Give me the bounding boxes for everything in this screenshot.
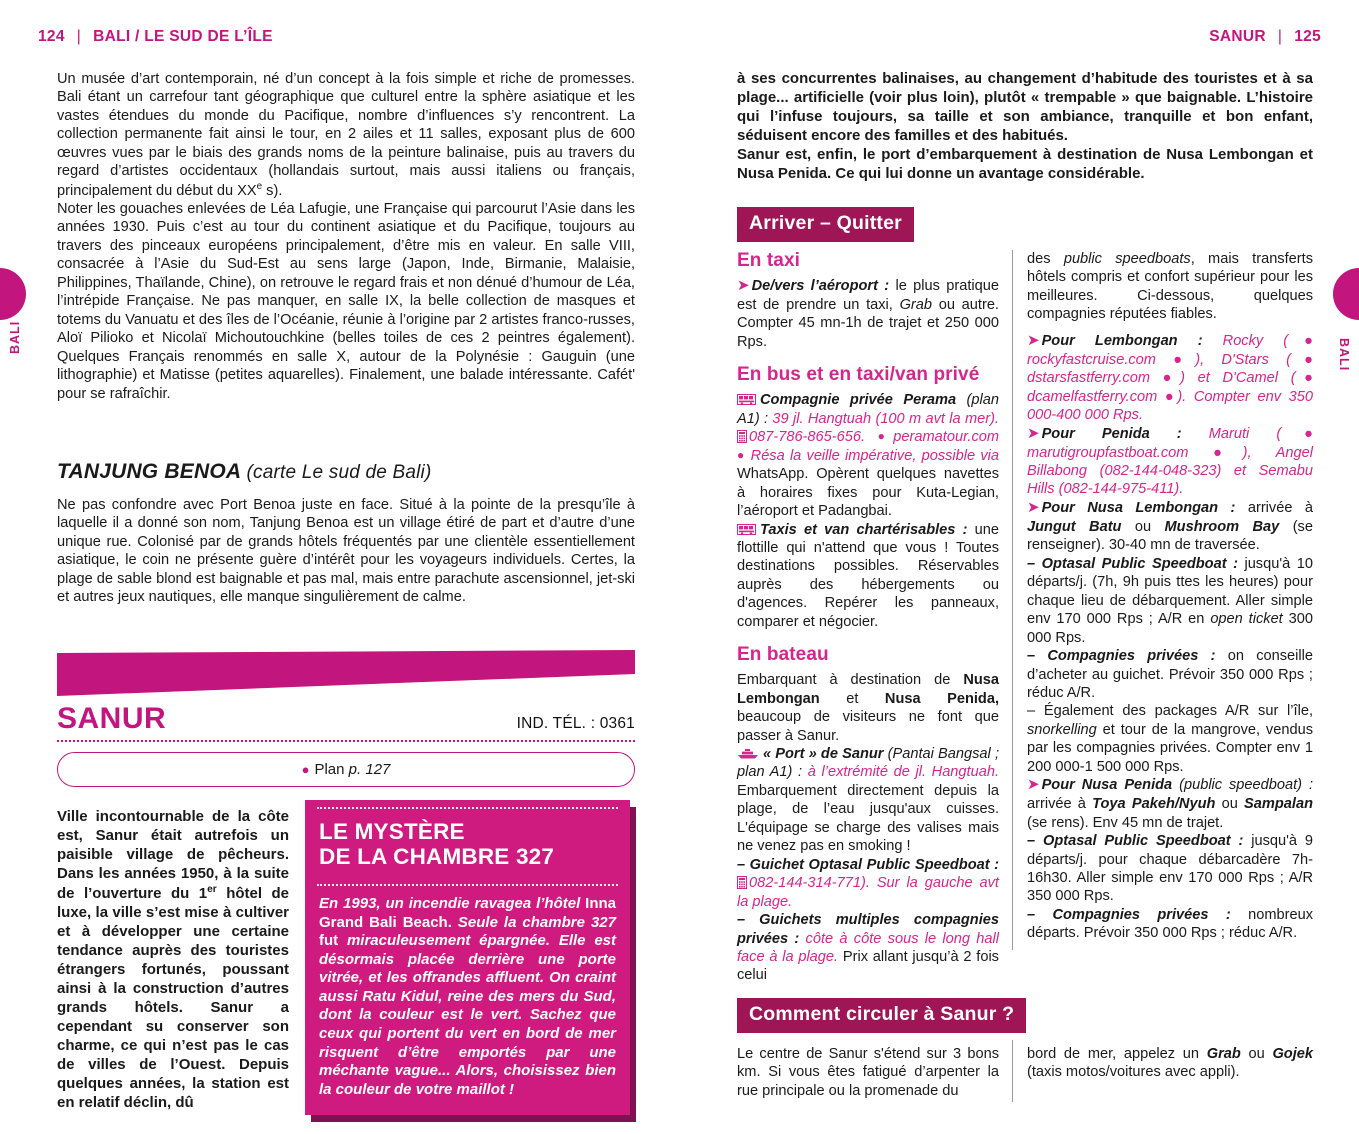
entry-pour-lembongan-lead: Pour Lembongan : [1041,332,1203,349]
tanjung-benoa-subtitle: (carte Le sud de Bali) [246,462,432,483]
box-dotted-rule-bottom [317,884,618,886]
thumb-disc-icon [0,268,26,320]
spacer [737,631,999,644]
circuler-2-b1: Grab [1206,1046,1241,1062]
boat-intro-c: et [846,690,859,707]
entry-nusa-lembongan-b: (se renseigner). 30-40 mn de traversée. [1027,518,1313,554]
boat-intro-a: Embarquant à destination de [737,672,951,689]
sanur-intro-column [57,808,289,1113]
entry-lembongan-item-1 [1027,647,1313,702]
running-title-right: SANUR [1209,28,1266,45]
left-intro-column [57,70,635,403]
entry-guichets-multiples-body: Prix allant jusqu’à 2 fois celui [737,949,999,984]
page-number-right: 125 [1294,28,1321,45]
page-number-left: 124 [38,28,65,45]
entry-nusa-penida-b2: Sampalan [1244,796,1313,813]
entry-perama-lead: Compagnie privée Perama [760,392,957,409]
entry-perama-web: peramatour.com [893,429,1000,446]
entry-guichet-optasal [737,856,999,911]
entry-nusa-penida-lead: Pour Nusa Penida [1041,777,1173,794]
sanur-title-block [57,650,635,787]
entry-guichets-multiples-loc: côte à côte sous le long hall face à la plage. [737,930,1000,966]
sanur-title-row [57,702,635,736]
section-banner-comment-circuler: Comment circuler à Sanur ? [737,998,1026,1033]
entry-port-sanur [737,745,999,856]
thumb-disc-icon [1333,268,1359,320]
circuler-2-b2: Gojek [1272,1046,1314,1062]
entry-nusa-lembongan-lead: Pour Nusa Lembongan : [1041,499,1236,516]
boat-icon [737,746,759,758]
mystery-box-title [305,809,630,877]
entry-lembongan-item-2-lead: – Également [1027,703,1114,720]
entry-guichets-multiples [737,911,999,985]
entry-aeroport: ➤ De/vers l’aéroport : le plus pratique est de prendre un taxi, Grab ou autre. Compter 45 mn-1h de trajet et 250 000 Rps. [737,277,999,350]
boat-intro-d: Nusa Penida, [884,690,999,707]
circuler-2-c: (taxis motos/voitures avec appli). [1027,1064,1240,1081]
thumb-tab-label-left: BALI [8,320,22,354]
plan-reference-pill[interactable] [57,752,635,787]
entry-port-plan: (Pantai Bangsal ; plan A1) : [737,746,999,781]
entry-lembongan-item-2: – Également des packages A/R sur l’île, snorkelling et tour de la mangrove, vendus par les compagnies privées. Compter env 1 200 000-1 500 000 Rps. [1027,703,1313,775]
arrow-bullet-icon: ➤ [1027,498,1039,516]
entry-guichet-optasal-phone: 082-144-314-771). [749,875,870,892]
tanjung-benoa-paragraph: Ne pas confondre avec Port Benoa juste en face. Situé à la pointe de la presqu’île à laquelle il a donné son nom, Tanjung Benoa est un village étiré de part et d’autre d’une unique rue. Colonisé par de grands hôtels fréquentés par une clientèle essentiellement asiatique, le coin ne présente guère d’intérêt pour les voyageurs individuels. Certes, la plage de sable blond est baignable et pas mal, mais entre parachute ascensionnel, jet-ski et autres jeux nautiques, elle manque singulièrement de calme. [57,497,635,606]
entry-perama [737,391,999,520]
entry-lembongan-item-0: – Optasal Public Speedboat : jusqu'à 10 départs/j. (7h, 9h puis ttes les heures) pour chaque lieu de débarquement. Aller simple env 170 000 Rps ; A/R en open ticket 300 000 Rps. [1027,555,1314,646]
web-bullet-icon: ● [737,447,746,462]
head-separator-right: | [1277,28,1283,45]
subhead-en-bus: En bus et en taxi/van privé [737,364,980,386]
entry-pour-penida-lead: Pour Penida : [1041,425,1182,442]
circuler-2-a: bord de mer, appelez un [1027,1046,1199,1062]
sanur-dotted-rule [57,740,635,742]
boat-intro-e: beaucoup de visiteurs ne font que passer à Sanur. [737,709,999,744]
entry-penida-item-1-body: nombreux départs. Prévoir 350 000 Rps ; réduc A/R. [1027,906,1313,942]
arrow-bullet-icon: ➤ [1027,331,1039,349]
running-title-left: BALI / LE SUD DE L’ÎLE [93,28,273,45]
entry-nusa-penida-a: arrivée à [1027,796,1086,813]
circuler-paragraph-2 [1027,1045,1313,1082]
tanjung-benoa-paragraph-wrap [57,496,635,607]
circuler-paragraph-1: Le centre de Sanur s'étend sur 3 bons km. Si vous êtes fatigué d’arpenter la rue principale ou la promenade du [737,1046,999,1099]
entry-nusa-lembongan-a: arrivée à [1247,499,1314,516]
entry-nusa-penida-b: (se rens). Env 45 mn de trajet. [1027,814,1224,831]
entry-lembongan-item-1-body: on conseille d’acheter au guichet. Prévoir 350 000 Rps ; réduc A/R. [1027,648,1313,701]
arriver-column-2 [1027,250,1313,943]
boat-intro-b: Nusa Lembongan [737,672,999,707]
entry-perama-note-italic: Résa la veille impérative, possible via [750,447,1000,464]
entry-nusa-lembongan-b1: Jungut Batu [1027,518,1122,535]
head-separator-left: | [76,28,82,45]
boat-intro-paragraph [737,671,999,745]
right-intro-column [737,70,1313,184]
spacer [1027,324,1313,332]
column-divider-bottom [1012,1040,1013,1102]
entry-nusa-penida-lead-it: (public speedboat) : [1179,777,1314,794]
entry-nusa-lembongan [1027,499,1313,555]
running-head-left [38,28,273,46]
entry-penida-item-1 [1027,906,1313,943]
plan-page-ref: p. 127 [348,761,391,778]
right-intro-paragraph-2: Sanur est, enfin, le port d’embarquement à destination de Nusa Lembongan et Nusa Penida. Ce qui lui donne un avantage considérable. [737,145,1313,182]
box-dotted-rule-top [317,807,618,809]
entry-pour-penida [1027,425,1313,499]
entry-port-location: à l’extrémité de jl. Hangtuah. [807,764,999,781]
entry-lembongan-item-1-lead: – Compagnies privées : [1027,648,1216,665]
mystery-box-text: En 1993, un incendie ravagea l’hôtel Inna Grand Bali Beach. Seule la chambre 327 fut miraculeusement épargnée. Elle est désormais placée derrière une porte vitrée, et les offrandes affluent. On craint aussi Ratu Kidul, reine des mers du Sud, dont la couleur est le vert. Sachez que ceux qui portent du vert en bord de mer risquent d’être emportés par une méchante vague... Alors, choisissez bien la couleur de votre maillot ! [319,895,616,1098]
entry-pour-penida-text: Maruti (● marutigroupfastboat.com ●), Angel Billabong (082-144-048-323) et Semabu Hills (082-144-975-411). [1027,425,1314,498]
column-divider [1012,250,1013,950]
tanjung-benoa-title: TANJUNG BENOA [57,460,241,483]
entry-penida-item-0-body: jusqu'à 9 départs/j. pour chaque débarcadère 7h-16h30. Aller simple env 170 000 Rps ; A/R 350 000 Rps. [1027,833,1313,905]
sanur-intro-paragraph: Ville incontournable de la côte est, Sanur était autrefois un paisible village de pêcheurs. Dans les années 1950, à la suite de l’ouverture du 1er hôtel de luxe, la ville s’est mise à cultiver et à développer une certaine tendance auprès des touristes étrangers fortunés, poussant ainsi à la construction d’autres grands hôtels. Sanur a cependant su conserver son charme, ce qui n’est pas le cas de villes de l’Ouest. Depuis quelques années, la station est en relatif déclin, dû [57,808,289,1111]
spacer [737,351,999,364]
bus-icon [737,524,756,535]
mystery-box-title-line1: LE MYSTÈRE [319,819,465,844]
web-bullet-icon: ● [877,429,888,444]
entry-port-body: Embarquement directement depuis la plage, de l’eau jusqu'aux cuisses. L'équipage se charge des valises mais ne venez pas en smoking ! [737,782,999,855]
circuler-2-mid: ou [1248,1046,1265,1062]
entry-nusa-lembongan-mid: ou [1134,518,1152,535]
arrow-bullet-icon: ➤ [1027,424,1039,442]
col2-continuation-paragraph: des public speedboats, mais transferts hôtels compris et confort supérieur pour les meilleures. Ci-dessous, quelques compagnies réputées fiables. [1027,251,1313,323]
section-banner-arriver-quitter: Arriver – Quitter [737,207,914,242]
subhead-en-taxi: En taxi [737,250,800,271]
circuler-column-2 [1027,1045,1313,1082]
paragraph-museum-2: Noter les gouaches enlevées de Léa Lafugie, une Française qui parcourut l’Asie dans les années 1930. Puis c’est au tour du continent asiatique et du Pacifique, toujours au travers des pinceaux européens principalement, d’être mis en valeur. En salle VIII, consacrée à l’Asie du Sud-Est au sens large (Japon, Inde, Birmanie, Malaisie, Philippines, Thaïlande, Chine), on retrouve le regard frais et non dénué d’humour de Léa, l’intrépide Française. Ne pas manquer, en salle IX, la belle collection de masques et totems du Vanuatu et des îles de l’Océanie, réunie à l’origine par 2 artistes franco-russes, Aloï Pilioko et Nicolaï Michoutouchkine (belles toiles de ces 2 peintres également). Quelques Français renommés en salle X, autour de la Polynésie : Gauguin (une lithographie) et Matisse (petites aquarelles). Finalement, une balade intéressante. Cafét' pour se rafraîchir. [57,201,635,402]
entry-pour-lembongan [1027,332,1313,425]
entry-aeroport-lead: De/vers l’aéroport : [751,278,890,294]
thumb-tab-left [0,268,26,418]
entry-guichet-optasal-lead: – Guichet Optasal Public Speedboat : [737,856,999,873]
plan-label: Plan [314,761,345,778]
bus-icon [737,394,756,405]
entry-perama-note: WhatsApp. Opèrent quelques navettes à horaires fixes pour Kuta-Legian, l’aéroport et Padangbai. [737,466,999,520]
plan-bullet-icon: ● [301,762,310,777]
entry-guichet-optasal-loc: Sur la gauche avt la plage. [737,875,999,910]
col2-italic-term: public speedboats [1063,251,1191,267]
entry-taxis-van-body: une flottille qui n'attend que vous ! Toutes destinations possibles. Réservables auprès des hébergements ou d'agences. Repérer les panneaux, comparer et négocier. [737,521,999,630]
arrow-bullet-icon: ➤ [737,277,749,294]
tanjung-benoa-heading [57,460,635,484]
entry-penida-item-1-lead: – Compagnies privées : [1027,906,1231,923]
running-head-right [1209,28,1321,46]
entry-taxis-van [737,521,999,632]
subhead-en-bateau: En bateau [737,644,829,666]
entry-nusa-lembongan-b2: Mushroom Bay [1164,518,1280,535]
phone-icon [737,430,747,443]
arriver-column-1 [737,250,999,985]
sanur-page-title: SANUR [57,702,167,735]
sanur-phone-prefix: IND. TÉL. : 0361 [516,715,635,732]
thumb-tab-label-right: BALI [1337,338,1351,372]
paragraph-museum-1: Un musée d’art contemporain, né d’un concept à la fois simple et riche de promesses. Bali étant un carrefour tant géographique que culturel entre la sphère asiatique et les vastes étendues du monde du Pacifique, nombre d’influences s’y rencontrent. La collection permanente fait ainsi le tour, en 2 ailes et 11 salles, exposant plus de 600 œuvres vues par le biais des grands noms de la peinture balinaise, puis au travers du regard d’artistes occidentaux (hollandais surtout, mais aussi italiens ou français, principalement du début du XXe s). [57,71,635,199]
mystery-room-sidebar [305,800,630,1115]
thumb-tab-right [1333,268,1359,418]
phone-icon [737,876,747,889]
entry-pour-lembongan-text: Rocky (● rockyfastcruise.com ●), D'Stars (● dstarsfastferry.com ●) et D'Camel (● dcamelfastferry.com ●). Compter env 350 000-400 000 Rps. [1027,332,1313,424]
entry-port-lead: « Port » de Sanur [763,746,884,763]
circuler-column-1 [737,1045,999,1100]
entry-nusa-penida [1027,776,1313,832]
entry-guichets-multiples-lead: – Guichets multiples compagnies privées : [737,912,999,947]
entry-lembongan-item-0-lead: – Optasal Public Speedboat : [1027,555,1238,572]
entry-perama-plan: (plan A1) : [737,392,999,427]
entry-taxis-van-lead: Taxis et van chartérisables : [760,521,968,538]
entry-penida-item-0-lead: – Optasal Public Speedboat : [1027,833,1244,850]
arrow-bullet-icon: ➤ [1027,776,1039,794]
entry-perama-phone: 087-786-865-656. [749,429,866,446]
entry-nusa-penida-mid: ou [1221,796,1238,813]
entry-penida-item-0 [1027,832,1313,906]
right-intro-paragraph-1: à ses concurrentes balinaises, au changement d’habitude des touristes et à sa plage... artificielle (voir plus loin), plutôt « trempable » que baignable. L’histoire qui l’infuse toujours, sa taille et son ambiance, tranquille et bon enfant, séduisent encore des familles et des habitués. [737,70,1313,144]
entry-perama-address: 39 jl. Hangtuah (100 m avt la mer). [772,410,999,427]
mystery-box-title-line2: DE LA CHAMBRE 327 [319,844,555,870]
wedge-decoration-icon [57,650,635,700]
entry-nusa-penida-b1: Toya Pakeh/Nyuh [1092,796,1216,813]
